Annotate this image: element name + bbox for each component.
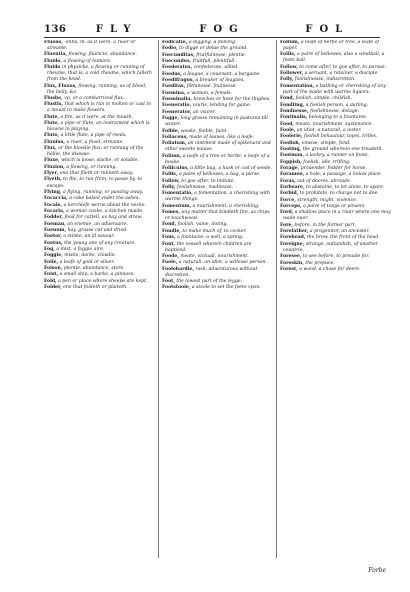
dictionary-entry <box>44 40 154 52</box>
entry-lemma: Foist, <box>44 272 59 278</box>
entry-lemma: Foeman, <box>44 221 66 227</box>
dictionary-entry <box>162 204 272 210</box>
headword-3: FOL <box>305 24 350 35</box>
entry-definition: foolish, vaine, doting. <box>177 222 228 228</box>
entry-lemma: Flyeth, <box>44 177 62 183</box>
entry-definition: the vessell wherein children are baptized. <box>165 241 252 253</box>
entry-lemma: Focale, <box>44 202 63 208</box>
entry-lemma: Foolish, <box>280 140 301 146</box>
column-divider-2 <box>276 40 277 558</box>
entry-definition: out of doores, abroade. <box>297 178 352 184</box>
dictionary-entry <box>44 272 154 278</box>
entry-definition: one that flieth or runneth away. <box>59 171 134 177</box>
entry-definition: any matter that kindleth fire, as chips or touchwood. <box>165 210 270 222</box>
dictionary-entry <box>44 158 154 164</box>
entry-definition: meate, nourishment, sustenance. <box>295 121 373 127</box>
entry-lemma: Flute, <box>44 120 59 126</box>
entry-definition: vp, or a combarriced flux. <box>64 95 125 101</box>
entry-definition: a cake baked vnder the ashes. <box>69 196 140 202</box>
entry-definition: a mist, a foggie aire. <box>56 246 105 252</box>
entry-definition: a fomentation, a cherishing with warme things. <box>165 191 271 203</box>
entry-definition: to come after, to goe after, to pursue. <box>299 64 387 70</box>
dictionary-entry <box>44 279 154 285</box>
entry-lemma: Fodder, <box>44 215 64 221</box>
entry-definition: foolishnesse, dotage. <box>310 108 359 114</box>
entry-lemma: Fomentation, <box>280 83 315 89</box>
entry-definition: a shallow place in a riuer where one may wade ouer. <box>283 210 391 222</box>
entry-lemma: Foras, <box>280 178 296 184</box>
entry-lemma: Foecundus, <box>162 59 192 65</box>
dictionary-entry <box>280 103 392 109</box>
entry-definition: confederate, allied. <box>193 65 239 71</box>
entry-definition: foolishnesse, indiscretion. <box>294 77 356 83</box>
dictionary-entry <box>44 177 154 189</box>
entry-definition: flowing, fluencie, abundance. <box>68 52 137 58</box>
column-3 <box>280 40 392 560</box>
dictionary-entry <box>280 191 392 197</box>
dictionary-entry <box>280 141 392 147</box>
entry-definition: rash, aduenturous without discretion. <box>165 266 258 278</box>
entry-definition: weake, feeble, faint. <box>180 128 228 134</box>
entry-lemma: Force, <box>280 197 296 203</box>
dictionary-entry <box>280 235 392 241</box>
dictionary-entry <box>162 210 272 222</box>
entry-lemma: Foetor, <box>44 234 62 240</box>
entry-definition: a riuer, a flood, streame. <box>66 139 124 145</box>
dictionary-entry <box>280 254 392 260</box>
entry-lemma: Forest, <box>280 266 298 272</box>
entry-lemma: Foemina, <box>162 90 186 96</box>
entry-lemma: Fluido, <box>44 58 62 64</box>
dictionary-entry <box>280 261 392 267</box>
entry-definition: an idiot, a naturall, a iester. <box>296 127 362 133</box>
dictionary-entry <box>162 91 272 97</box>
entry-definition: fruitfulnesse, plentie. <box>196 52 247 58</box>
dictionary-entry <box>162 110 272 116</box>
dictionary-entry <box>44 52 154 58</box>
dictionary-entry <box>162 229 272 235</box>
entry-lemma: Footstoole, <box>162 285 191 291</box>
dictionary-entry <box>162 191 272 203</box>
entry-lemma: Foode, <box>162 253 179 259</box>
dictionary-entry <box>162 260 272 266</box>
dictionary-entry <box>280 96 392 102</box>
entry-lemma: Foible, <box>162 128 180 134</box>
entry-definition: long grasse remaining in pastures till winter. <box>165 116 268 128</box>
entry-definition: a small ship, a barke, a pinnace. <box>59 272 135 278</box>
entry-lemma: Fomentatio, <box>162 191 193 197</box>
entry-definition: strength, might, violence. <box>297 197 358 203</box>
entry-definition: vnwise, simple, fond. <box>301 140 351 146</box>
entry-lemma: Fomes, <box>162 210 181 216</box>
entry-lemma: Folly, <box>280 77 294 83</box>
entry-definition: a stinke, an ill sauour. <box>63 234 115 240</box>
entry-lemma: Forceps, <box>280 204 302 210</box>
entry-lemma: Follow, <box>280 64 298 70</box>
entry-lemma: Focaria, <box>44 208 65 214</box>
entry-definition: in physicke, a flowing or running of rheume, that is, a cold rheume, which falleth from the head. <box>47 65 152 83</box>
dictionary-entry <box>280 223 392 229</box>
entry-lemma: Fluxe, <box>44 158 60 164</box>
entry-lemma: Foeminalia, <box>162 97 192 103</box>
entry-lemma: Foeneratio, <box>162 103 192 109</box>
entry-lemma: Foppish, <box>280 159 302 165</box>
entry-lemma: Folliculus, <box>162 165 189 171</box>
running-header <box>44 24 380 37</box>
entry-lemma: Folder, <box>44 285 62 291</box>
entry-definition: to see before, to prouide for. <box>302 254 370 260</box>
entry-lemma: Foot, <box>162 278 175 284</box>
dictionary-entry <box>44 133 154 139</box>
entry-definition: a fire, as it were, at the mouth. <box>60 114 133 120</box>
entry-definition: a seruant, a retainer, a disciple. <box>304 71 379 77</box>
entry-lemma: Foole, <box>280 127 296 133</box>
dictionary-entry <box>162 141 272 153</box>
entry-definition: prouender, fodder for horse. <box>300 165 367 171</box>
column-1 <box>44 40 154 560</box>
dictionary-entry <box>162 135 272 141</box>
entry-definition: belonging to a fountaine. <box>308 115 368 121</box>
entry-lemma: Foison, <box>44 266 63 271</box>
dictionary-entry <box>162 172 272 178</box>
headword-2: FOG <box>199 24 245 35</box>
entry-definition: foolish, simple, childish. <box>295 96 352 102</box>
dictionary-entry <box>44 59 154 65</box>
entry-lemma: Fogge, <box>162 116 180 122</box>
entry-definition: a leafe of a tree or herbe, a leafe of a booke. <box>165 153 270 165</box>
entry-lemma: Foecunditas, <box>162 52 195 58</box>
entry-definition: a league, a couenant, a bargaine. <box>183 71 261 77</box>
dictionary-entry <box>162 242 272 254</box>
entry-lemma: Flute, <box>44 114 59 120</box>
entry-lemma: Foole, <box>162 260 178 266</box>
entry-lemma: Forage, <box>280 165 300 171</box>
entry-definition: a foolish person, a darling. <box>305 102 369 108</box>
entry-definition: vsurie, lending for gaine. <box>192 103 252 109</box>
entry-definition: to goe after, to imitate. <box>181 178 235 184</box>
entry-definition: to digge or delue the ground. <box>179 46 248 52</box>
header-rule <box>44 37 380 38</box>
entry-lemma: Follis, <box>162 172 178 178</box>
entry-definition: the lowest part of the legge. <box>176 278 243 284</box>
entry-lemma: Follow, <box>162 178 180 184</box>
entry-definition: one that foldeth or plaiteth. <box>63 285 128 291</box>
entry-lemma: Fodicatio, <box>162 40 188 45</box>
entry-lemma: Forbeare, <box>280 185 305 191</box>
entry-lemma: Follower, <box>280 71 304 77</box>
entry-definition: breeches or hose for the thighes. <box>193 97 271 103</box>
dictionary-entry <box>280 122 392 128</box>
dictionary-entry <box>44 234 154 240</box>
entry-lemma: Fold, <box>44 278 57 284</box>
dictionary-entry <box>44 196 154 202</box>
entry-definition: that which is run in molten or cast in a mould to make flowers. <box>47 102 151 114</box>
dictionary-entry <box>162 84 272 90</box>
entry-definition: a wood, a chase for deere. <box>299 266 361 272</box>
dictionary-entry <box>280 65 392 71</box>
dictionary-entry <box>280 40 392 52</box>
entry-lemma: Fontinalis, <box>280 115 308 121</box>
dictionary-entry <box>44 215 154 221</box>
entry-definition: the young one of any creature. <box>64 240 136 246</box>
entry-lemma: Foeditas, <box>162 84 186 90</box>
dictionary-entry <box>44 84 154 96</box>
dictionary-entry <box>162 179 272 185</box>
dictionary-entry <box>280 134 392 140</box>
entry-definition: before, in the former part. <box>294 222 356 228</box>
dictionary-entry <box>44 253 154 259</box>
entry-definition: a flowing, or running. <box>66 164 117 170</box>
dictionary-entry <box>44 115 154 121</box>
dictionary-entry <box>280 179 392 185</box>
dictionary-entry <box>44 203 154 209</box>
dictionary-entry <box>162 285 272 291</box>
entry-lemma: Follis, <box>280 52 296 58</box>
entry-definition: a paire of bellowes, a bag, a purse. <box>178 172 261 178</box>
dictionary-entry <box>44 165 154 171</box>
entry-definition: an ointment made of spikenard and other sweete leaues. <box>165 141 271 153</box>
entry-lemma: Fondnesse, <box>280 108 309 114</box>
entry-lemma: Flustix, <box>44 102 64 108</box>
entry-lemma: Folium, <box>162 153 182 159</box>
dictionary-entry <box>44 241 154 247</box>
dictionary-entry <box>162 46 272 52</box>
entry-definition: a lackey, a runner on foote. <box>305 153 369 159</box>
entry-definition: a progenitor, an ancestor. <box>309 229 370 235</box>
dictionary-entry <box>280 84 392 96</box>
entry-definition: mistie, darke, cloudie. <box>64 253 117 259</box>
dictionary-entry <box>162 222 272 228</box>
entry-lemma: Fluido <box>44 65 61 71</box>
entry-lemma: Flyer, <box>44 171 59 177</box>
entry-lemma: Footman, <box>280 153 305 159</box>
entry-definition: a pipe or flute, an instrument which is blowne in playing. <box>47 120 150 133</box>
dictionary-entry <box>162 116 272 128</box>
entry-definition: a woman cooke, a kitchen maide. <box>66 208 144 214</box>
entry-definition: an vsurer. <box>193 109 217 115</box>
entry-definition: a stoole to set the feete vpon. <box>191 285 261 291</box>
entry-definition: to make much of, to cocker. <box>182 228 247 234</box>
entry-definition: a naturall, an idiot, a witlesse person. <box>178 260 267 266</box>
entry-lemma: Forefather, <box>280 229 309 235</box>
entry-lemma: Foedus, <box>162 71 182 77</box>
entry-definition: the prepuce. <box>305 260 335 266</box>
entry-definition: to prohibite, to charge not to doe. <box>299 191 379 197</box>
dictionary-entry <box>162 235 272 241</box>
entry-lemma: Fond, <box>280 96 295 102</box>
column-divider-1 <box>158 40 159 558</box>
page-number: 136 <box>44 24 67 35</box>
entry-lemma: Foederatus, <box>162 65 193 71</box>
entry-lemma: Forehead, <box>280 235 306 241</box>
entry-lemma: Fons, <box>162 235 176 241</box>
dictionary-entry <box>44 146 154 158</box>
dictionary-entry <box>44 285 154 291</box>
dictionary-entry <box>280 198 392 204</box>
entry-definition: a kerchiefe worne about the necke. <box>63 202 147 208</box>
entry-definition: a flowing of humors. <box>63 58 112 64</box>
entry-definition: a fountaine, a well, a spring. <box>177 235 244 241</box>
dictionary-entry <box>280 172 392 178</box>
entry-lemma: Ford, <box>280 210 294 216</box>
dictionary-entry <box>44 190 154 196</box>
entry-definition: a pen or place where sheepe are kept. <box>58 278 148 284</box>
entry-definition: to flie, to run from, to passe by, to escape. <box>47 177 143 189</box>
entry-definition: a digging, a delving. <box>188 40 237 45</box>
entry-definition: a leafe of herbe or tree, a leafe of paper. <box>283 40 380 52</box>
entry-lemma: Footing, <box>280 146 302 152</box>
entry-definition: foolishnesse, madnesse. <box>176 185 233 191</box>
entry-definition: a paire of tongs or pinsers. <box>303 204 366 210</box>
entry-lemma: Flux, <box>44 146 57 152</box>
entry-lemma: Foliaceus, <box>162 134 188 140</box>
entry-lemma: Foolehardie, <box>162 266 195 272</box>
entry-lemma: Fluuius, <box>44 139 65 145</box>
dictionary-entry <box>162 129 272 135</box>
entry-definition: flowing, running, as of blood, the belly, &c. <box>47 83 147 95</box>
entry-lemma: Foetus, <box>44 240 63 246</box>
dictionary-entry <box>44 260 154 266</box>
dictionary-entry <box>280 160 392 166</box>
entry-definition: a nourishment, a cherishing. <box>192 203 260 209</box>
entry-lemma: Foramen, <box>280 172 305 178</box>
entry-definition: made of leaues, like a leafe. <box>189 134 255 140</box>
dictionary-entry <box>44 102 154 114</box>
dictionary-entry <box>162 154 272 166</box>
entry-lemma: Food, <box>280 121 294 127</box>
dictionary-entry <box>44 65 154 83</box>
dictionary-entry <box>44 222 154 228</box>
entry-definition: a woman, a female. <box>187 90 233 96</box>
entry-lemma: Focaccia, <box>44 196 68 202</box>
entry-definition: foolish, idle, trifling. <box>303 159 351 165</box>
dictionary-entry <box>162 103 272 109</box>
entry-definition: filthinesse, foulnesse. <box>186 84 238 90</box>
dictionary-entry <box>280 242 392 254</box>
entry-lemma: Foenerator, <box>162 109 192 115</box>
entry-definition: which is loose, slacke, or soluble. <box>61 158 139 164</box>
entry-lemma: Foedifragus, <box>162 78 195 84</box>
entry-definition: a leafe of gold or siluer. <box>59 259 115 265</box>
entry-definition: a little flute, a pipe of reeds. <box>60 133 127 139</box>
entry-lemma: Flushe, <box>44 95 63 101</box>
entry-definition: a little bag, a husk or cod of seede. <box>190 165 272 171</box>
entry-lemma: Flux, Fluxus, <box>44 83 77 89</box>
entry-definition: a hole, a passage, a holow place. <box>305 172 383 178</box>
entry-lemma: Fog, <box>44 246 55 252</box>
entry-definition: or the bloodie flux, or running of the bellie, the disease. <box>47 146 144 158</box>
entry-definition: strange, outlandish, of another countrie. <box>283 241 378 253</box>
entry-lemma: Foolerie, <box>280 134 303 140</box>
entry-lemma: Fond, <box>162 222 177 228</box>
dictionary-entry <box>44 121 154 133</box>
entry-definition: the brow, the front of the head. <box>306 235 380 241</box>
entry-lemma: Fondle, <box>162 228 181 234</box>
entry-lemma: Folly, <box>162 185 176 191</box>
dictionary-entry <box>162 53 272 59</box>
entry-lemma: Font, <box>162 241 176 247</box>
entry-lemma: Foggie, <box>44 253 63 259</box>
entry-definition: the ground whereon one treadeth. <box>302 146 383 152</box>
entry-definition: hay, grasse cut and dried. <box>67 227 128 233</box>
column-2 <box>162 40 272 560</box>
entry-lemma: Fluxion, <box>44 164 65 170</box>
dictionary-entry <box>280 153 392 159</box>
entry-lemma: Fore, <box>280 222 294 228</box>
entry-lemma: Folium, <box>280 40 300 45</box>
entry-lemma: Fodio, <box>162 46 178 52</box>
entry-definition: a paire of bellowes, also a windball, a foote ball. <box>283 52 385 64</box>
entry-lemma: Foliatum, <box>162 141 187 147</box>
entry-lemma: Forbid, <box>280 191 299 197</box>
entry-lemma: Foresee, <box>280 254 302 260</box>
entry-lemma: Fondling, <box>280 102 305 108</box>
entry-lemma: Fluens, <box>44 40 63 45</box>
dictionary-entry <box>162 65 272 71</box>
dictionary-entry <box>162 72 272 78</box>
entry-definition: food for cattell, as hay and straw. <box>64 215 143 221</box>
dictionary-entry <box>44 140 154 146</box>
dictionary-entry <box>280 115 392 121</box>
headword-1: FLY <box>95 24 138 35</box>
entry-lemma: Fluentia, <box>44 52 68 58</box>
entry-definition: foolish behauiour, toyes, trifles. <box>303 134 378 140</box>
entry-lemma: Fomentum, <box>162 203 192 209</box>
entry-definition: plentie, abundance, store. <box>63 266 125 271</box>
entry-definition: fruitfull, plentifull. <box>192 59 236 65</box>
entry-definition: a flying, running, or passing away. <box>63 189 144 195</box>
entry-definition: to abstaine, to let alone, to spare. <box>306 185 385 191</box>
entry-definition: an enemie, an aduersarie. <box>67 221 128 227</box>
entry-definition: -entis, m. as it were, a riuer or streame. <box>47 40 136 52</box>
entry-lemma: Fluto, <box>44 133 60 139</box>
dictionary-entry <box>162 267 272 279</box>
entry-lemma: Flying, <box>44 189 62 195</box>
entry-definition: meate, victuall, nourishment. <box>180 253 249 259</box>
entry-definition: a bathing or cherishing of any part of the bodie with warme liquors. <box>283 83 386 95</box>
entry-lemma: Foreskin, <box>280 260 304 266</box>
dictionary-entry <box>280 52 392 64</box>
dictionary-entry <box>280 77 392 83</box>
catchword: Forbe <box>368 567 386 574</box>
entry-lemma: Foenum, <box>44 227 67 233</box>
entry-lemma: Foreigne, <box>280 241 305 247</box>
entry-definition: a breaker of leagues. <box>195 78 245 84</box>
dictionary-entry <box>280 267 392 273</box>
dictionary-entry <box>280 210 392 222</box>
entry-lemma: Foile, <box>44 259 59 265</box>
